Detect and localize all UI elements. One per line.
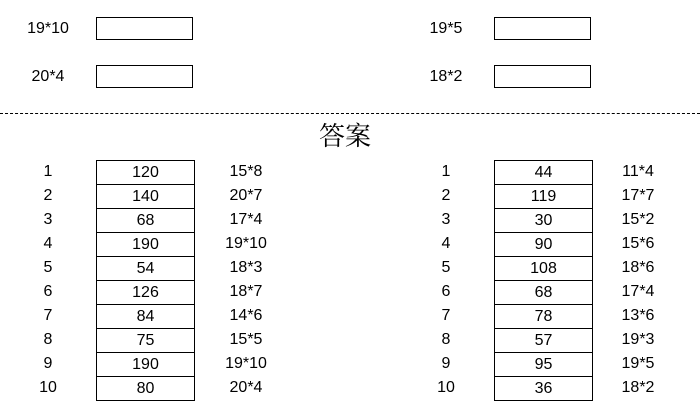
answer-expression: 15*5 bbox=[229, 331, 263, 348]
answer-value: 95 bbox=[494, 352, 593, 377]
answer-value: 119 bbox=[494, 184, 593, 209]
answer-expression: 15*8 bbox=[229, 163, 263, 180]
answer-value: 54 bbox=[96, 256, 195, 281]
answer-index: 3 bbox=[441, 211, 451, 228]
answer-index: 10 bbox=[39, 379, 57, 396]
answer-expression: 18*3 bbox=[229, 259, 263, 276]
answer-index: 1 bbox=[43, 163, 53, 180]
answer-expression: 15*6 bbox=[621, 235, 655, 252]
answer-value: 44 bbox=[494, 160, 593, 185]
answer-value: 126 bbox=[96, 280, 195, 305]
answer-expression: 19*3 bbox=[621, 331, 655, 348]
answer-index: 9 bbox=[43, 355, 53, 372]
answer-expression: 19*10 bbox=[225, 355, 267, 372]
answer-index: 7 bbox=[441, 307, 451, 324]
question-1-answer-input[interactable] bbox=[96, 17, 193, 40]
question-4-expression: 18*2 bbox=[429, 68, 463, 85]
answer-expression: 17*4 bbox=[229, 211, 263, 228]
answer-value: 57 bbox=[494, 328, 593, 353]
answer-expression: 18*2 bbox=[621, 379, 655, 396]
answer-value: 68 bbox=[96, 208, 195, 233]
question-3-expression: 20*4 bbox=[31, 68, 65, 85]
question-1-expression: 19*10 bbox=[27, 20, 69, 37]
answer-index: 5 bbox=[43, 259, 53, 276]
answer-index: 6 bbox=[441, 283, 451, 300]
answer-expression: 17*7 bbox=[621, 187, 655, 204]
answer-value: 90 bbox=[494, 232, 593, 257]
answer-value: 190 bbox=[96, 232, 195, 257]
dashed-divider bbox=[0, 113, 700, 114]
answer-index: 4 bbox=[441, 235, 451, 252]
answer-index: 6 bbox=[43, 283, 53, 300]
answer-expression: 11*4 bbox=[622, 163, 654, 180]
answer-index: 1 bbox=[441, 163, 451, 180]
answer-expression: 18*6 bbox=[621, 259, 655, 276]
answer-expression: 15*2 bbox=[621, 211, 655, 228]
answer-expression: 18*7 bbox=[229, 283, 263, 300]
answer-index: 8 bbox=[441, 331, 451, 348]
answer-value: 75 bbox=[96, 328, 195, 353]
answer-value: 80 bbox=[96, 376, 195, 401]
answer-expression: 20*4 bbox=[229, 379, 263, 396]
answer-value: 78 bbox=[494, 304, 593, 329]
answer-value: 36 bbox=[494, 376, 593, 401]
answer-value: 84 bbox=[96, 304, 195, 329]
answer-expression: 20*7 bbox=[229, 187, 263, 204]
answer-index: 4 bbox=[43, 235, 53, 252]
answer-index: 7 bbox=[43, 307, 53, 324]
answer-index: 2 bbox=[43, 187, 53, 204]
question-4-answer-input[interactable] bbox=[494, 65, 591, 88]
answer-value: 108 bbox=[494, 256, 593, 281]
answer-index: 2 bbox=[441, 187, 451, 204]
answer-index: 10 bbox=[437, 379, 455, 396]
answer-index: 5 bbox=[441, 259, 451, 276]
answer-index: 3 bbox=[43, 211, 53, 228]
answers-title: 答案 bbox=[318, 122, 371, 152]
answer-value: 190 bbox=[96, 352, 195, 377]
answer-index: 8 bbox=[43, 331, 53, 348]
question-3-answer-input[interactable] bbox=[96, 65, 193, 88]
answer-value: 68 bbox=[494, 280, 593, 305]
answer-expression: 14*6 bbox=[229, 307, 263, 324]
answer-expression: 13*6 bbox=[621, 307, 655, 324]
answer-expression: 19*5 bbox=[621, 355, 655, 372]
answer-value: 120 bbox=[96, 160, 195, 185]
answer-index: 9 bbox=[441, 355, 451, 372]
answer-expression: 19*10 bbox=[225, 235, 267, 252]
answer-value: 140 bbox=[96, 184, 195, 209]
answer-expression: 17*4 bbox=[621, 283, 655, 300]
question-2-expression: 19*5 bbox=[429, 20, 463, 37]
answer-value: 30 bbox=[494, 208, 593, 233]
question-2-answer-input[interactable] bbox=[494, 17, 591, 40]
